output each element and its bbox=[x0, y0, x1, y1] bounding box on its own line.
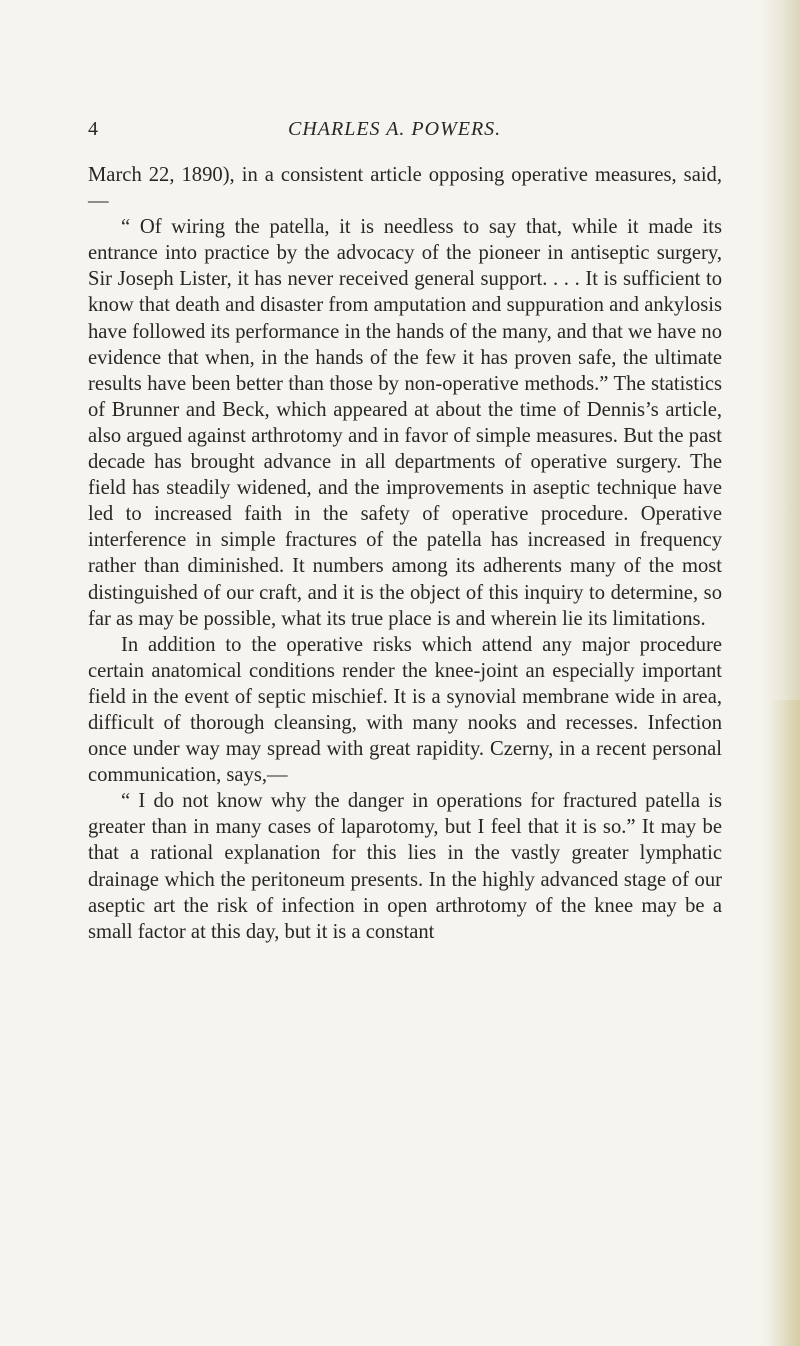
paragraph-czerny-quote: “ I do not know why the danger in operations for fractured patella is greater than in many cases of laparotomy, but I feel that it is so.” It may be that a rational explanation for this lies in the vastly greater lymphatic drainage which the peritoneum presents. In the highly advanced stage of our aseptic art the risk of infection in open arthrotomy of the knee may be a small factor at this day, but it is a constant bbox=[88, 790, 722, 943]
page-edge-stain bbox=[770, 700, 800, 1346]
paragraph-anatomy: In addition to the operative risks which attend any major procedure certain anatomical conditions render the knee-joint an especially important field in the event of septic mischief. It is a synovial membrane wide in area, difficult of thorough cleansing, with many nooks and recesses. Infection once under way may spread with great rapidity. Czerny, in a recent personal communication, says,— bbox=[88, 633, 722, 787]
paragraph-quotation: “ Of wiring the patella, it is needless to say that, while it made its entrance into practice by the advocacy of the pioneer in antiseptic surgery, Sir Joseph Lister, it has never received general support. . . . It is sufficient to know that death and disaster from amputation and suppuration and ankylosis have followed its performance in the hands of the many, and that we have no evidence that when, in the hands of the few it has proven safe, the ultimate results have been better than those by non-operative methods.” The statistics of Brunner and Beck, which appeared at about the time of Dennis’s article, also argued against arthrotomy and in favor of simple measures. But the past decade has brought advance in all departments of operative surgery. The field has steadily widened, and the improvements in aseptic technique have led to increased faith in the safety of operative procedure. Operative interference in simple fractures of the patella has increased in frequency rather than diminished. It numbers among its adherents many of the most distinguished of our craft, and it is the object of this inquiry to determine, so far as may be possible, what its true place is and wherein lie its limitations. bbox=[88, 216, 722, 630]
page-header bbox=[88, 118, 722, 148]
body-text bbox=[88, 162, 722, 945]
paragraph-continuation: March 22, 1890), in a consistent article opposing operative measures, said,— bbox=[88, 164, 722, 213]
page-number: 4 bbox=[88, 118, 98, 140]
running-head: CHARLES A. POWERS. bbox=[288, 118, 502, 140]
